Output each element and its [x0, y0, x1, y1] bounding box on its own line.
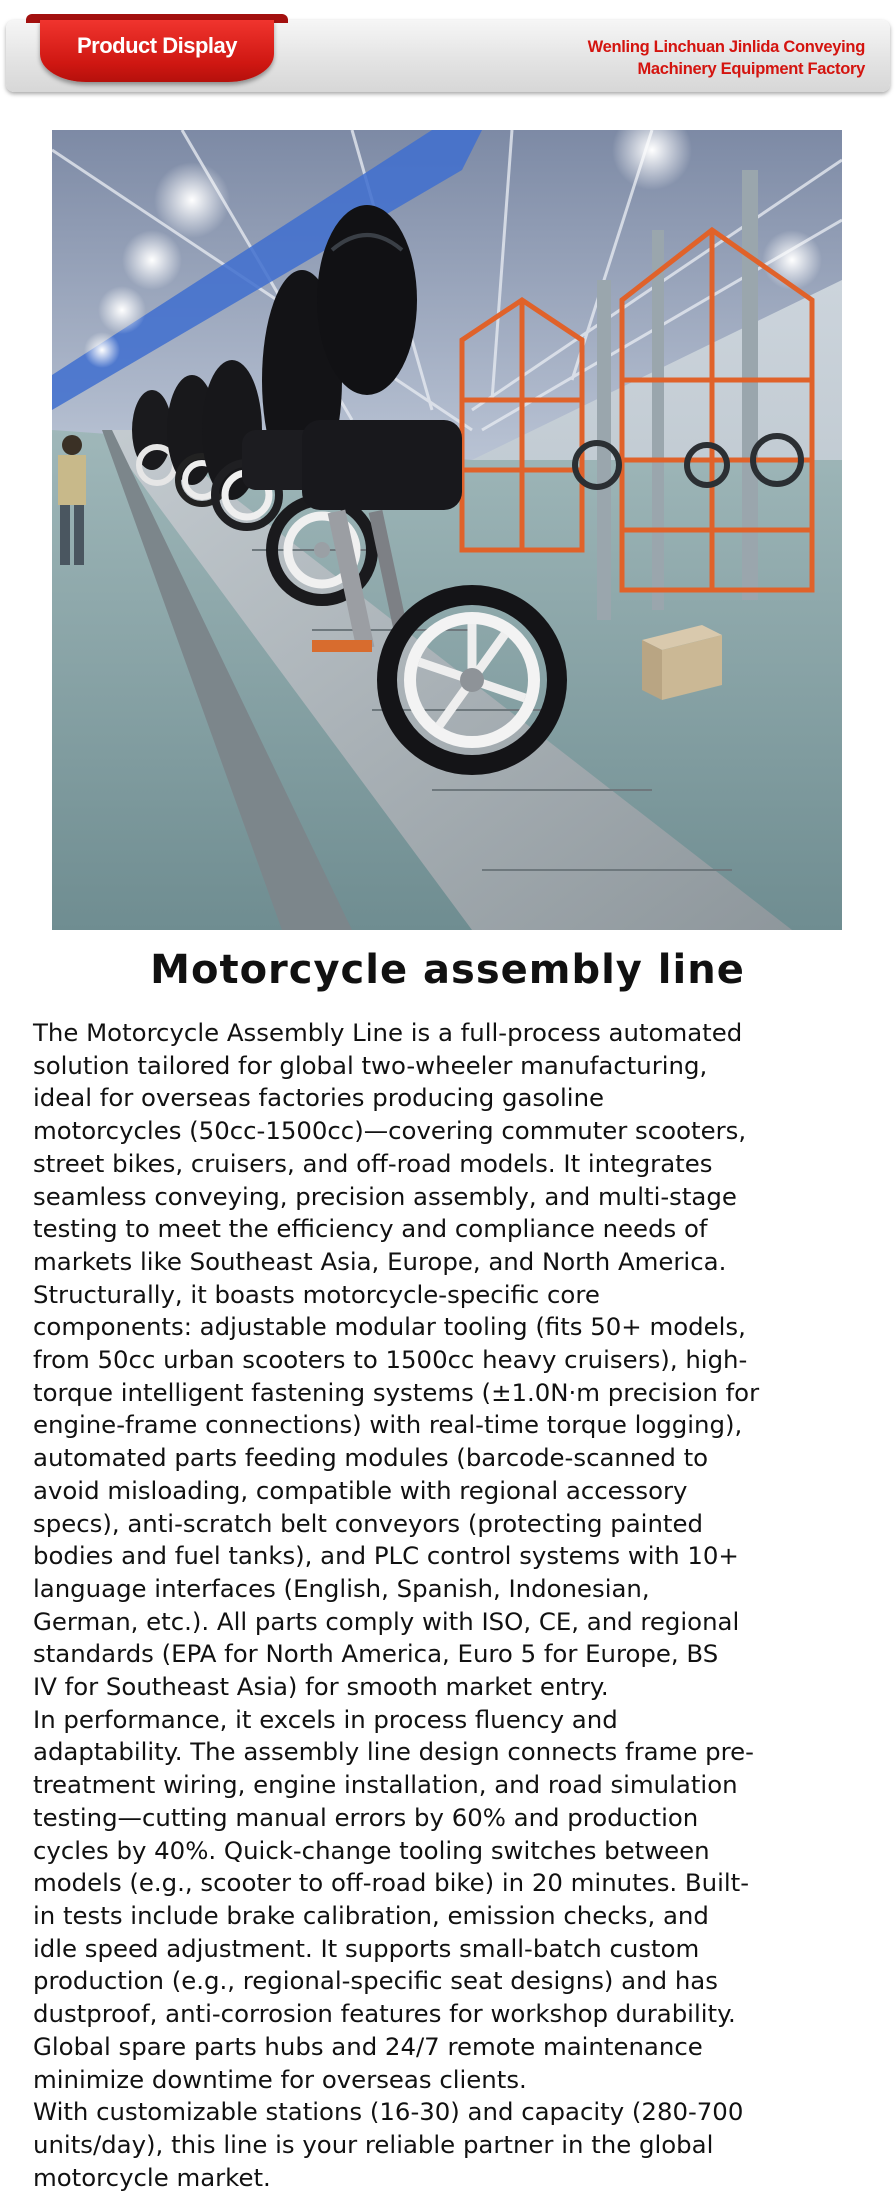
- product-display-badge: [26, 14, 288, 84]
- description-line: motorcycles (50cc-1500cc)—covering commuter scooters,: [33, 1116, 747, 1146]
- description-line: German, etc.). All parts comply with ISO, CE, and regional: [33, 1606, 740, 1636]
- description-line: IV for Southeast Asia) for smooth market entry.: [33, 1672, 609, 1702]
- description-line: In performance, it excels in process fluency and: [33, 1704, 618, 1734]
- description-line: solution tailored for global two-wheeler manufacturing,: [33, 1050, 708, 1080]
- description-line: idle speed adjustment. It supports small-batch custom: [33, 1933, 700, 1963]
- product-title: Motorcycle assembly line: [150, 947, 745, 993]
- description-line: models (e.g., scooter to off-road bike) in 20 minutes. Built-: [33, 1868, 750, 1898]
- description-line: adaptability. The assembly line design connects frame pre-: [33, 1737, 754, 1767]
- company-name-line-2: Machinery Equipment Factory: [637, 60, 865, 78]
- company-name-line-1: Wenling Linchuan Jinlida Conveying: [587, 38, 865, 56]
- description-line: language interfaces (English, Spanish, Indonesian,: [33, 1573, 650, 1603]
- description-line: specs), anti-scratch belt conveyors (protecting painted: [33, 1508, 703, 1538]
- description-line: Structurally, it boasts motorcycle-specific core: [33, 1279, 600, 1309]
- badge-tab: [40, 20, 274, 82]
- description-line: production (e.g., regional-specific seat designs) and has: [33, 1966, 718, 1996]
- description-line: The Motorcycle Assembly Line is a full-process automated: [33, 1018, 743, 1047]
- description-line: standards (EPA for North America, Euro 5 for Europe, BS: [33, 1639, 719, 1669]
- description-line: automated parts feeding modules (barcode-scanned to: [33, 1443, 709, 1473]
- description-line: testing—cutting manual errors by 60% and production: [33, 1802, 699, 1832]
- product-description: [33, 1017, 883, 2194]
- description-line: cycles by 40%. Quick-change tooling switches between: [33, 1835, 710, 1865]
- description-line: treatment wiring, engine installation, and road simulation: [33, 1770, 738, 1800]
- description-line: torque intelligent fastening systems (±1.0N·m precision for: [33, 1377, 760, 1407]
- description-line: from 50cc urban scooters to 1500cc heavy cruisers), high-: [33, 1345, 748, 1375]
- description-line: Global spare parts hubs and 24/7 remote maintenance: [33, 2031, 703, 2061]
- description-line: avoid misloading, compatible with regional accessory: [33, 1475, 688, 1505]
- description-line: bodies and fuel tanks), and PLC control systems with 10+: [33, 1541, 739, 1571]
- description-line: dustproof, anti-corrosion features for workshop durability.: [33, 1999, 736, 2029]
- badge-label: Product Display: [77, 33, 237, 58]
- assembly-line-photo: [52, 130, 842, 930]
- description-line: street bikes, cruisers, and off-road models. It integrates: [33, 1148, 713, 1178]
- description-line: markets like Southeast Asia, Europe, and North America.: [33, 1246, 727, 1276]
- company-name: [588, 36, 865, 80]
- description-line: minimize downtime for overseas clients.: [33, 2064, 527, 2094]
- description-line: ideal for overseas factories producing gasoline: [33, 1083, 605, 1113]
- product-photo: [52, 130, 842, 930]
- description-line: testing to meet the efficiency and compliance needs of: [33, 1214, 708, 1244]
- description-line: in tests include brake calibration, emission checks, and: [33, 1900, 709, 1930]
- page-header: [0, 0, 895, 100]
- description-line: seamless conveying, precision assembly, and multi-stage: [33, 1181, 737, 1211]
- description-line: units/day), this line is your reliable partner in the global: [33, 2129, 714, 2159]
- description-line: With customizable stations (16-30) and capacity (280-700: [33, 2097, 744, 2127]
- description-line: motorcycle market.: [33, 2162, 271, 2192]
- description-line: components: adjustable modular tooling (fits 50+ models,: [33, 1312, 746, 1342]
- description-line: engine-frame connections) with real-time torque logging),: [33, 1410, 743, 1440]
